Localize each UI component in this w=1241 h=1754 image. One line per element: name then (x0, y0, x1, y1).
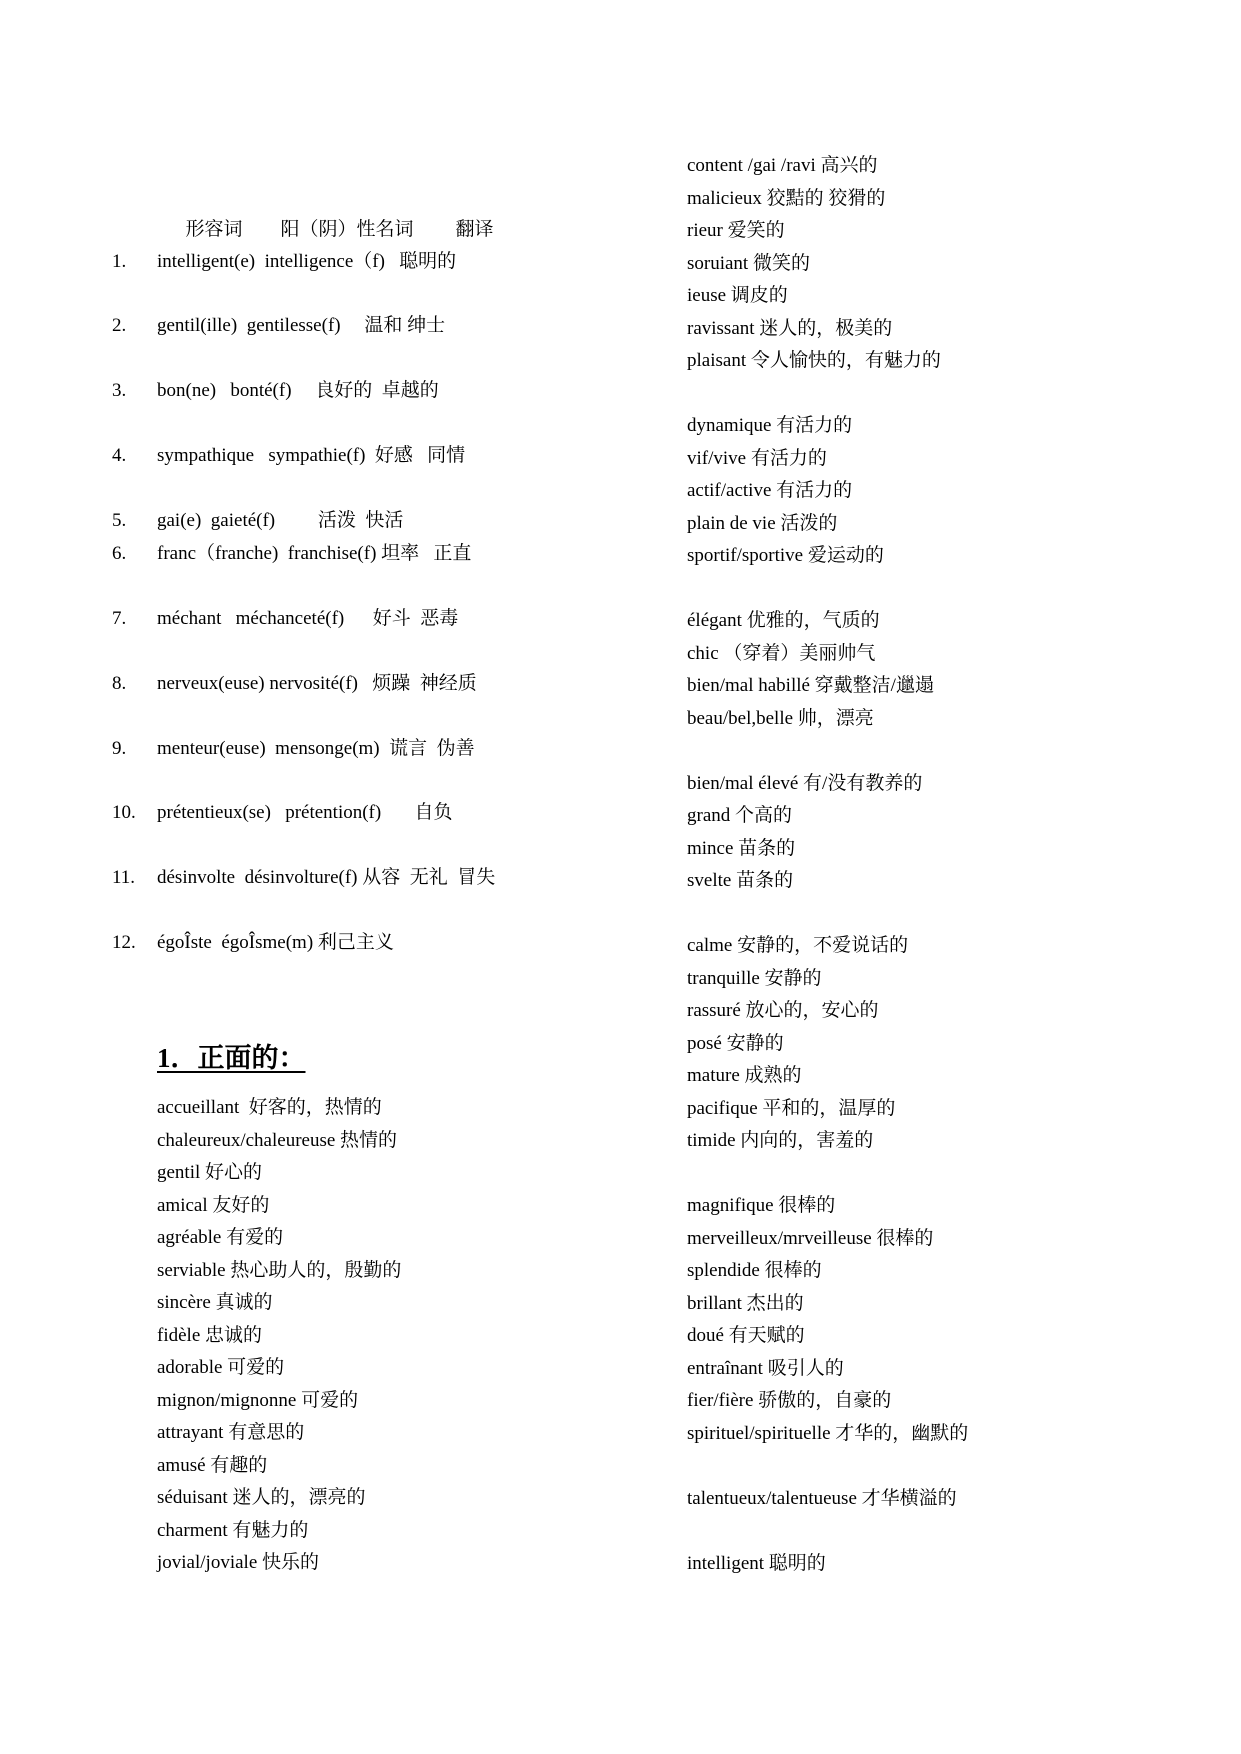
spacer (687, 573, 968, 606)
list-item-text: bon(ne) bonté(f) 良好的 卓越的 (157, 380, 439, 401)
header-adjective: 形容词 (185, 219, 243, 240)
list-item: chic （穿着）美丽帅气 (687, 642, 876, 664)
spacer (687, 378, 968, 411)
list-item-number: 2. (112, 315, 127, 336)
list-item: plaisant 令人愉快的，有魅力的 (687, 350, 941, 371)
spacer (687, 1450, 968, 1483)
list-item: svelte 苗条的 (687, 870, 794, 891)
header-translation: 翻译 (455, 219, 494, 240)
list-item: fidèle 忠诚的 (157, 1324, 263, 1346)
list-item-number: 10. (112, 802, 136, 823)
list-item: charment 有魅力的 (157, 1519, 309, 1541)
list-item: serviable 热心助人的，殷勤的 (157, 1259, 402, 1281)
list-item: magnifique 很棒的 (687, 1195, 836, 1216)
list-item-text: prétentieux(se) prétention(f) 自负 (157, 802, 453, 823)
list-item-number: 4. (112, 445, 127, 466)
list-item: malicieux 狡黠的 狡猾的 (687, 187, 886, 209)
list-item-number: 7. (112, 608, 127, 629)
spacer (687, 1515, 968, 1548)
list-item-text: franc（franche) franchise(f) 坦率 正直 (157, 543, 472, 564)
list-item-text: égoÎste égoÎsme(m) 利己主义 (157, 932, 394, 953)
list-item: brillant 杰出的 (687, 1292, 804, 1314)
spacer (687, 898, 968, 931)
list-item: amusé 有趣的 (157, 1454, 268, 1476)
list-item-text: menteur(euse) mensonge(m) 谎言 伪善 (157, 738, 475, 759)
section-heading: 1．正面的： (157, 1043, 306, 1073)
list-item: splendide 很棒的 (687, 1260, 822, 1281)
list-item-number: 6. (112, 543, 127, 564)
list-item: beau/bel,belle 帅，漂亮 (687, 707, 874, 729)
list-item: adorable 可爱的 (157, 1357, 285, 1378)
list-item: plain de vie 活泼的 (687, 512, 838, 534)
spacer (687, 735, 968, 768)
list-item: dynamique 有活力的 (687, 415, 853, 436)
list-item-number: 11. (112, 867, 136, 888)
list-item: sincère 真诚的 (157, 1292, 273, 1313)
spacer (687, 1158, 968, 1191)
right-column-list (687, 150, 968, 1580)
list-item: bien/mal habillé 穿戴整洁/邋遢 (687, 675, 934, 696)
list-item: fier/fière 骄傲的，自豪的 (687, 1390, 892, 1411)
list-item: pacifique 平和的，温厚的 (687, 1097, 896, 1119)
list-item: gentil 好心的 (157, 1162, 263, 1183)
list-item: bien/mal élevé 有/没有教养的 (687, 772, 923, 794)
table-header (157, 182, 494, 240)
list-item-number: 1. (112, 251, 127, 272)
list-item: grand 个高的 (687, 805, 793, 826)
list-item-text: méchant méchanceté(f) 好斗 恶毒 (157, 608, 459, 629)
list-item-text: gentil(ille) gentilesse(f) 温和 绅士 (157, 315, 446, 336)
list-item: vif/vive 有活力的 (687, 447, 827, 469)
list-item: entraînant 吸引人的 (687, 1357, 844, 1379)
list-item: mignon/mignonne 可爱的 (157, 1389, 359, 1411)
list-item: actif/active 有活力的 (687, 480, 853, 501)
list-item: rassuré 放心的，安心的 (687, 1000, 879, 1021)
list-item: sportif/sportive 爱运动的 (687, 545, 884, 566)
list-item-text: sympathique sympathie(f) 好感 同情 (157, 445, 466, 466)
list-item: chaleureux/chaleureuse 热情的 (157, 1129, 398, 1151)
header-noun: 阳（阴）性名词 (280, 219, 414, 240)
list-item: mature 成熟的 (687, 1065, 802, 1086)
list-item-text: désinvolte désinvolture(f) 从容 无礼 冒失 (157, 867, 496, 888)
list-item: posé 安静的 (687, 1032, 784, 1054)
list-item: rieur 爱笑的 (687, 220, 785, 241)
list-item: merveilleux/mrveilleuse 很棒的 (687, 1227, 934, 1249)
list-item-number: 5. (112, 510, 127, 531)
list-item: séduisant 迷人的，漂亮的 (157, 1487, 366, 1508)
list-item: soruiant 微笑的 (687, 252, 810, 274)
list-item-number: 8. (112, 673, 127, 694)
list-item-text: nerveux(euse) nervosité(f) 烦躁 神经质 (157, 673, 477, 694)
list-item: amical 友好的 (157, 1194, 270, 1216)
list-item: doué 有天赋的 (687, 1325, 805, 1346)
list-item-number: 9. (112, 738, 127, 759)
list-item: agréable 有爱的 (157, 1227, 284, 1248)
list-item: jovial/joviale 快乐的 (157, 1552, 320, 1573)
list-item: ieuse 调皮的 (687, 285, 788, 306)
list-item-number: 3. (112, 380, 127, 401)
list-item: calme 安静的，不爱说话的 (687, 935, 909, 956)
list-item: élégant 优雅的，气质的 (687, 610, 880, 631)
list-item-number: 12. (112, 932, 136, 953)
list-item: mince 苗条的 (687, 837, 796, 859)
list-item: accueillant 好客的，热情的 (157, 1097, 382, 1118)
list-item-text: intelligent(e) intelligence（f) 聪明的 (157, 251, 457, 272)
list-item: tranquille 安静的 (687, 967, 822, 989)
list-item: timide 内向的，害羞的 (687, 1130, 874, 1151)
list-item: spirituel/spirituelle 才华的，幽默的 (687, 1422, 969, 1444)
list-item: intelligent 聪明的 (687, 1552, 826, 1574)
positive-adjectives-list (157, 1092, 401, 1580)
list-item: content /gai /ravi 高兴的 (687, 155, 878, 176)
list-item: attrayant 有意思的 (157, 1422, 305, 1443)
list-item-text: gai(e) gaieté(f) 活泼 快活 (157, 510, 404, 531)
list-item: talentueux/talentueuse 才华横溢的 (687, 1487, 957, 1509)
list-item: ravissant 迷人的，极美的 (687, 317, 893, 339)
